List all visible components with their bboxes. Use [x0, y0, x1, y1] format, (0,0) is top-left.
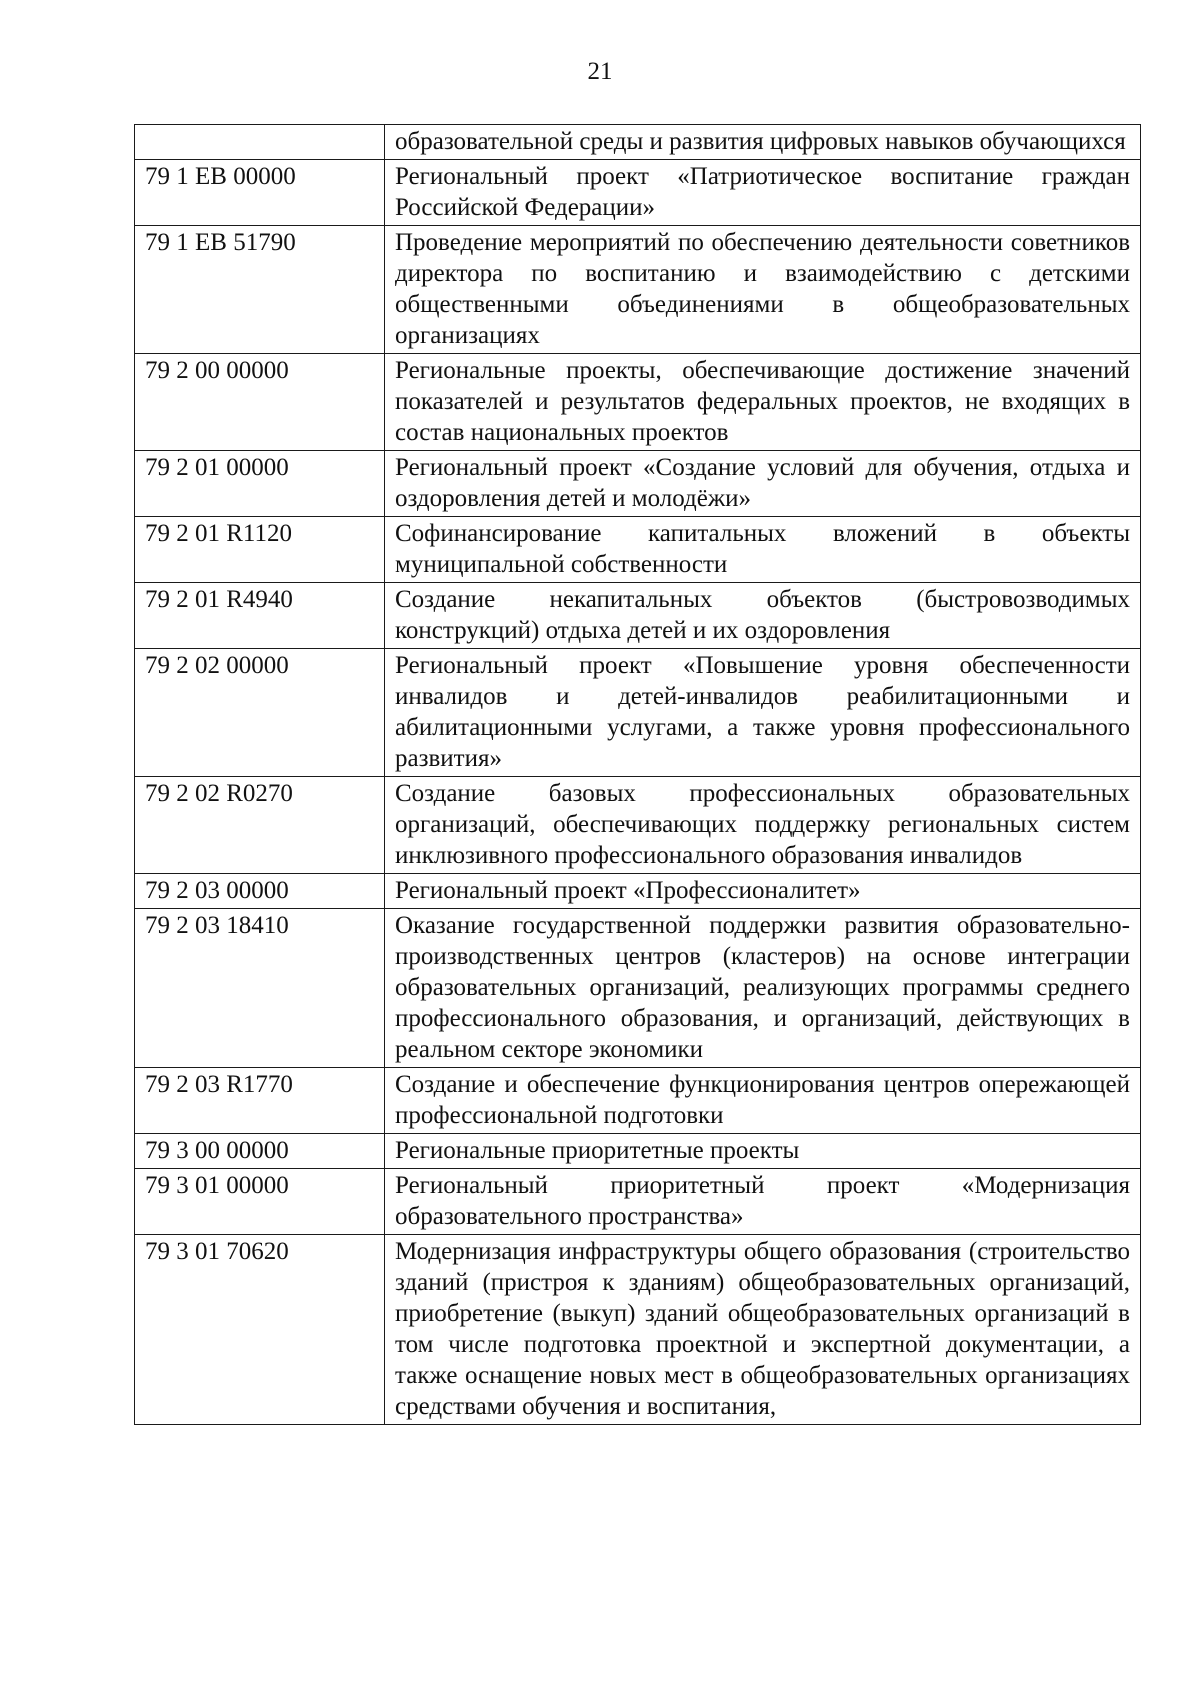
target-article-code: 79 2 00 00000 [135, 354, 385, 451]
target-article-code: 79 2 01 R1120 [135, 517, 385, 583]
target-article-code: 79 2 02 00000 [135, 649, 385, 777]
target-article-name: образовательной среды и развития цифровых навыков обучающихся [385, 125, 1141, 160]
target-article-code: 79 1 EB 51790 [135, 226, 385, 354]
target-article-code: 79 2 01 00000 [135, 451, 385, 517]
target-article-name: Софинансирование капитальных вложений в объекты муниципальной собственности [385, 517, 1141, 583]
target-article-code: 79 2 03 18410 [135, 909, 385, 1068]
table-row [135, 354, 1141, 451]
target-article-name: Создание некапитальных объектов (быстровозводимых конструкций) отдыха детей и их оздоровления [385, 583, 1141, 649]
table-row [135, 160, 1141, 226]
table-row [135, 125, 1141, 160]
target-article-code: 79 2 03 R1770 [135, 1068, 385, 1134]
target-article-code: 79 3 01 70620 [135, 1235, 385, 1425]
target-article-name: Региональные проекты, обеспечивающие достижение значений показателей и результатов федеральных проектов, не входящих в состав национальных проектов [385, 354, 1141, 451]
table-row [135, 1169, 1141, 1235]
table-row [135, 583, 1141, 649]
target-article-name: Региональные приоритетные проекты [385, 1134, 1141, 1169]
target-article-name: Модернизация инфраструктуры общего образования (строительство зданий (пристроя к зданиям) общеобразовательных организаций, приобретение (выкуп) зданий общеобразовательных организаций в том числе подготовка проектной и экспертной документации, а также оснащение новых мест в общеобразовательных организациях средствами обучения и воспитания, [385, 1235, 1141, 1425]
target-article-name: Региональный проект «Создание условий для обучения, отдыха и оздоровления детей и молодёжи» [385, 451, 1141, 517]
table-row [135, 517, 1141, 583]
target-article-code: 79 1 EB 00000 [135, 160, 385, 226]
target-article-code: 79 2 03 00000 [135, 874, 385, 909]
page-number: 21 [587, 58, 613, 85]
table-row [135, 451, 1141, 517]
target-article-name: Оказание государственной поддержки развития образовательно-производственных центров (кластеров) на основе интеграции образовательных организаций, реализующих программы среднего профессионального образования, и организаций, действующих в реальном секторе экономики [385, 909, 1141, 1068]
target-article-name: Проведение мероприятий по обеспечению деятельности советников директора по воспитанию и взаимодействию с детскими общественными объединениями в общеобразовательных организациях [385, 226, 1141, 354]
target-article-code: 79 3 01 00000 [135, 1169, 385, 1235]
target-article-name: Региональный приоритетный проект «Модернизация образовательного пространства» [385, 1169, 1141, 1235]
target-article-name: Создание и обеспечение функционирования центров опережающей профессиональной подготовки [385, 1068, 1141, 1134]
table-row [135, 874, 1141, 909]
target-article-name: Региональный проект «Патриотическое воспитание граждан Российской Федерации» [385, 160, 1141, 226]
table-row [135, 226, 1141, 354]
target-article-code: 79 2 01 R4940 [135, 583, 385, 649]
table-row [135, 1068, 1141, 1134]
target-article-code: 79 3 00 00000 [135, 1134, 385, 1169]
target-article-name: Региональный проект «Профессионалитет» [385, 874, 1141, 909]
table-row [135, 777, 1141, 874]
target-article-code: 79 2 02 R0270 [135, 777, 385, 874]
target-article-name: Создание базовых профессиональных образовательных организаций, обеспечивающих поддержку региональных систем инклюзивного профессионального образования инвалидов [385, 777, 1141, 874]
target-article-code [135, 125, 385, 160]
table-row [135, 649, 1141, 777]
table-row [135, 909, 1141, 1068]
target-article-name: Региональный проект «Повышение уровня обеспеченности инвалидов и детей-инвалидов реабилитационными и абилитационными услугами, а также уровня профессионального развития» [385, 649, 1141, 777]
table-row [135, 1235, 1141, 1425]
table-row [135, 1134, 1141, 1169]
budget-classification-table [134, 124, 1141, 1425]
